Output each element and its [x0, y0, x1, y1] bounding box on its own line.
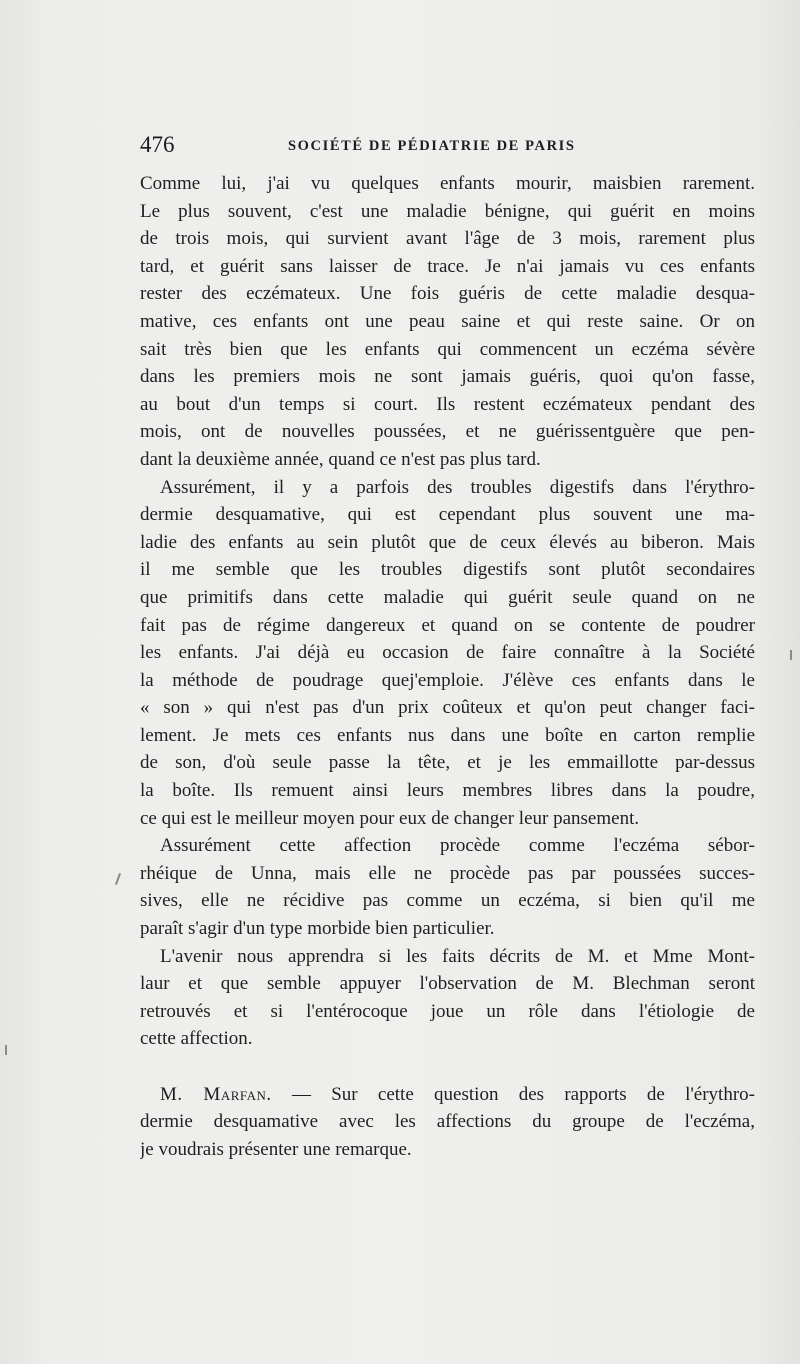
text-line: sives, elle ne récidive pas comme un eczéma, si bien qu'il me: [140, 890, 755, 912]
page-number: 476: [140, 132, 175, 157]
text-line: paraît s'agir d'un type morbide bien particulier.: [140, 918, 495, 940]
text-line: retrouvés et si l'entérocoque joue un rôle dans l'étiologie de: [140, 1000, 755, 1022]
page-header: [140, 128, 755, 162]
text-line: la méthode de poudrage quej'emploie. J'élève ces enfants dans le: [140, 669, 755, 691]
paragraph: [140, 943, 755, 1053]
text-line: rhéique de Unna, mais elle ne procède pas par poussées succes-: [140, 862, 755, 884]
text-line: les enfants. J'ai déjà eu occasion de faire connaître à la Société: [140, 642, 755, 664]
body-text: [140, 170, 755, 1163]
text-line: dermie desquamative avec les affections du groupe de l'eczéma,: [140, 1111, 755, 1133]
paragraph: [140, 1081, 755, 1164]
text-line: dans les premiers mois ne sont jamais guéris, quoi qu'on fasse,: [140, 366, 755, 388]
margin-mark: [5, 1045, 7, 1055]
text-line: laur et que semble appuyer l'observation de M. Blechman seront: [140, 973, 755, 995]
running-title: SOCIÉTÉ DE PÉDIATRIE DE PARIS: [288, 138, 576, 154]
paragraph: [140, 170, 755, 474]
text-line: de trois mois, qui survient avant l'âge de 3 mois, rarement plus: [140, 228, 755, 250]
text-fragment: — Sur cette question des rapports de l'érythro-: [271, 1083, 755, 1105]
text-line: il me semble que les troubles digestifs sont plutôt secondaires: [140, 559, 755, 581]
paragraph: [140, 832, 755, 942]
text-line: Assurément, il y a parfois des troubles digestifs dans l'érythro-: [160, 476, 755, 498]
text-line: mative, ces enfants ont une peau saine et qui reste saine. Or on: [140, 310, 755, 332]
text-line: que primitifs dans cette maladie qui guérit seule quand on ne: [140, 586, 755, 608]
paragraph-gap: [140, 1053, 755, 1081]
text-line: la boîte. Ils remuent ainsi leurs membres libres dans la poudre,: [140, 780, 755, 802]
margin-mark: [790, 650, 792, 660]
text-line: [140, 1081, 755, 1109]
text-line: tard, et guérit sans laisser de trace. Je n'ai jamais vu ces enfants: [140, 255, 755, 277]
text-line: « son » qui n'est pas d'un prix coûteux et qu'on peut changer faci-: [140, 697, 755, 719]
text-line: Le plus souvent, c'est une maladie bénigne, qui guérit en moins: [140, 200, 755, 222]
text-line: sait très bien que les enfants qui commencent un eczéma sévère: [140, 338, 755, 360]
text-line: Comme lui, j'ai vu quelques enfants mourir, maisbien rarement.: [140, 173, 755, 194]
margin-mark: [115, 873, 121, 885]
text-line: au bout d'un temps si court. Ils restent eczémateux pendant des: [140, 393, 755, 415]
text-line: je voudrais présenter une remarque.: [140, 1138, 412, 1160]
text-line: lement. Je mets ces enfants nus dans une boîte en carton remplie: [140, 724, 755, 746]
text-line: Assurément cette affection procède comme l'eczéma sébor-: [160, 835, 755, 857]
text-line: cette affection.: [140, 1028, 253, 1050]
text-line: dermie desquamative, qui est cependant plus souvent une ma-: [140, 504, 755, 526]
paragraph: [140, 474, 755, 833]
text-line: rester des eczémateux. Une fois guéris de cette maladie desqua-: [140, 283, 755, 305]
speaker-name: M. Marfan.: [160, 1083, 272, 1105]
text-line: ce qui est le meilleur moyen pour eux de changer leur pansement.: [140, 807, 640, 829]
text-line: ladie des enfants au sein plutôt que de ceux élevés au biberon. Mais: [140, 531, 755, 553]
text-line: fait pas de régime dangereux et quand on se contente de poudrer: [140, 614, 755, 636]
text-line: L'avenir nous apprendra si les faits décrits de M. et Mme Mont-: [160, 945, 755, 967]
text-line: dant la deuxième année, quand ce n'est pas plus tard.: [140, 448, 541, 470]
text-line: mois, ont de nouvelles poussées, et ne guérissentguère que pen-: [140, 421, 755, 443]
text-line: de son, d'où seule passe la tête, et je les emmaillotte par-dessus: [140, 752, 755, 774]
